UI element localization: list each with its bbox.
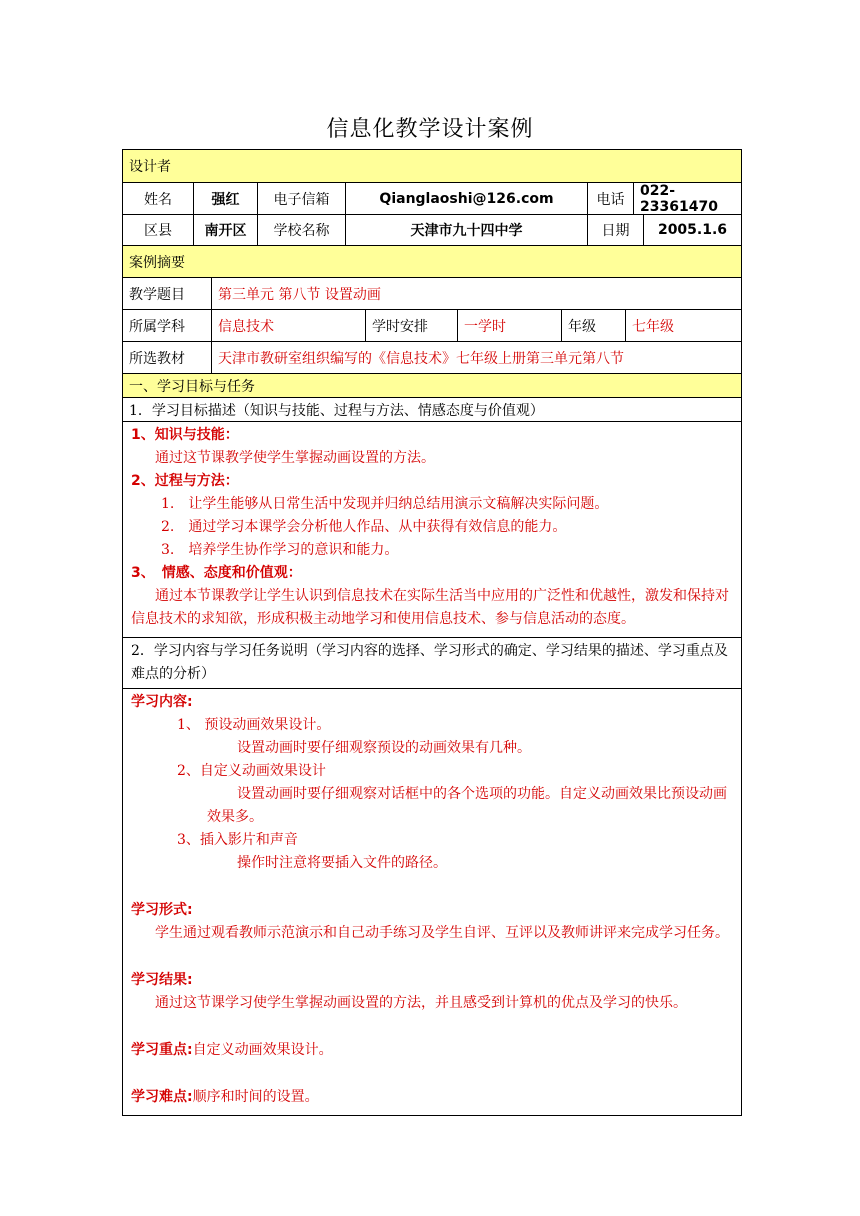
process-item-3: 3. 培养学生协作学习的意识和能力。: [161, 542, 399, 558]
goals-header-label: 一、学习目标与任务: [129, 378, 255, 395]
topic-value: 第三单元 第八节 设置动画: [211, 278, 741, 309]
subject-value: 信息技术: [211, 310, 365, 341]
content-body-row: [123, 688, 741, 1115]
goals-body-row: [123, 421, 741, 637]
designer-row-2: [123, 214, 741, 245]
textbook-label: 所选教材: [129, 350, 185, 367]
email-value: Qianglaoshi@126.com: [345, 183, 587, 214]
key-title: 学习重点:: [131, 1042, 193, 1058]
knowledge-text: 通过这节课教学使学生掌握动画设置的方法。: [155, 450, 435, 466]
design-form-table: [122, 149, 742, 1116]
emotion-title: 3、 情感、态度和价值观：: [131, 565, 302, 581]
subject-row: [123, 309, 741, 341]
content-body: [123, 689, 741, 1115]
content-header-row: [123, 637, 741, 688]
phone-label: 电话: [587, 183, 633, 214]
district-value: 南开区: [193, 215, 257, 245]
textbook-row: [123, 341, 741, 373]
form-title: 学习形式:: [131, 902, 193, 918]
grade-value: 七年级: [625, 310, 741, 341]
summary-section-header: [123, 245, 741, 277]
difficulty-line: [131, 1086, 733, 1109]
form-text: 学生通过观看教师示范演示和自己动手练习及学生自评、互评以及教师讲评来完成学习任务。: [155, 925, 729, 941]
date-label: 日期: [587, 215, 643, 245]
email-label: 电子信箱: [257, 183, 345, 214]
hours-value: 一学时: [457, 310, 561, 341]
goals-section-header: [123, 373, 741, 397]
content-item-2-text: 设置动画时要仔细观察对话框中的各个选项的功能。自定义动画效果比预设动画效果多。: [207, 786, 727, 825]
topic-label: 教学题目: [129, 286, 185, 303]
key-line: [131, 1039, 733, 1062]
content-item-1: 1、 预设动画效果设计。: [177, 717, 331, 733]
name-value: 强红: [193, 183, 257, 214]
grade-label: 年级: [561, 310, 625, 341]
designer-section-header: [123, 150, 741, 182]
topic-row: [123, 277, 741, 309]
process-item-2: 2. 通过学习本课学会分析他人作品、从中获得有效信息的能力。: [161, 519, 567, 535]
designer-row-1: [123, 182, 741, 214]
phone-value: 022-23361470: [633, 183, 741, 214]
school-value: 天津市九十四中学: [345, 215, 587, 245]
goals-desc-header-row: [123, 397, 741, 421]
designer-header-label: 设计者: [129, 159, 171, 175]
emotion-text: 通过本节课教学让学生认识到信息技术在实际生活当中应用的广泛性和优越性，激发和保持对信息技术的求知欲，形成积极主动地学习和使用信息技术、参与信息活动的态度。: [131, 588, 729, 627]
school-label: 学校名称: [257, 215, 345, 245]
content-title: 学习内容:: [131, 694, 193, 710]
summary-header-label: 案例摘要: [129, 254, 185, 271]
content-header: 2．学习内容与学习任务说明（学习内容的选择、学习形式的确定、学习结果的描述、学习重点及难点的分析）: [131, 643, 728, 682]
key-text: 自定义动画效果设计。: [192, 1042, 333, 1058]
hours-label: 学时安排: [365, 310, 457, 341]
result-text: 通过这节课学习使学生掌握动画设置的方法，并且感受到计算机的优点及学习的快乐。: [155, 995, 687, 1011]
result-title: 学习结果:: [131, 972, 193, 988]
goals-body: [123, 422, 741, 637]
difficulty-text: 顺序和时间的设置。: [192, 1089, 319, 1105]
content-item-3: 3、插入影片和声音: [177, 832, 298, 848]
content-item-1-text: 设置动画时要仔细观察预设的动画效果有几种。: [237, 740, 531, 756]
content-item-3-text: 操作时注意将要插入文件的路径。: [237, 855, 447, 871]
textbook-value: 天津市教研室组织编写的《信息技术》七年级上册第三单元第八节: [211, 342, 741, 373]
name-label: 姓名: [144, 191, 172, 208]
process-item-1: 1. 让学生能够从日常生活中发现并归纳总结用演示文稿解决实际问题。: [161, 496, 609, 512]
content-item-2: 2、自定义动画效果设计: [177, 763, 326, 779]
district-label: 区县: [144, 223, 172, 239]
knowledge-title: 1、知识与技能：: [131, 427, 239, 443]
date-value: 2005.1.6: [643, 215, 741, 245]
process-title: 2、过程与方法：: [131, 473, 239, 489]
page-title: 信息化教学设计案例: [326, 117, 534, 142]
difficulty-title: 学习难点:: [131, 1089, 193, 1105]
goals-desc-header: 1．学习目标描述（知识与技能、过程与方法、情感态度与价值观）: [129, 402, 544, 419]
subject-label: 所属学科: [129, 318, 185, 335]
